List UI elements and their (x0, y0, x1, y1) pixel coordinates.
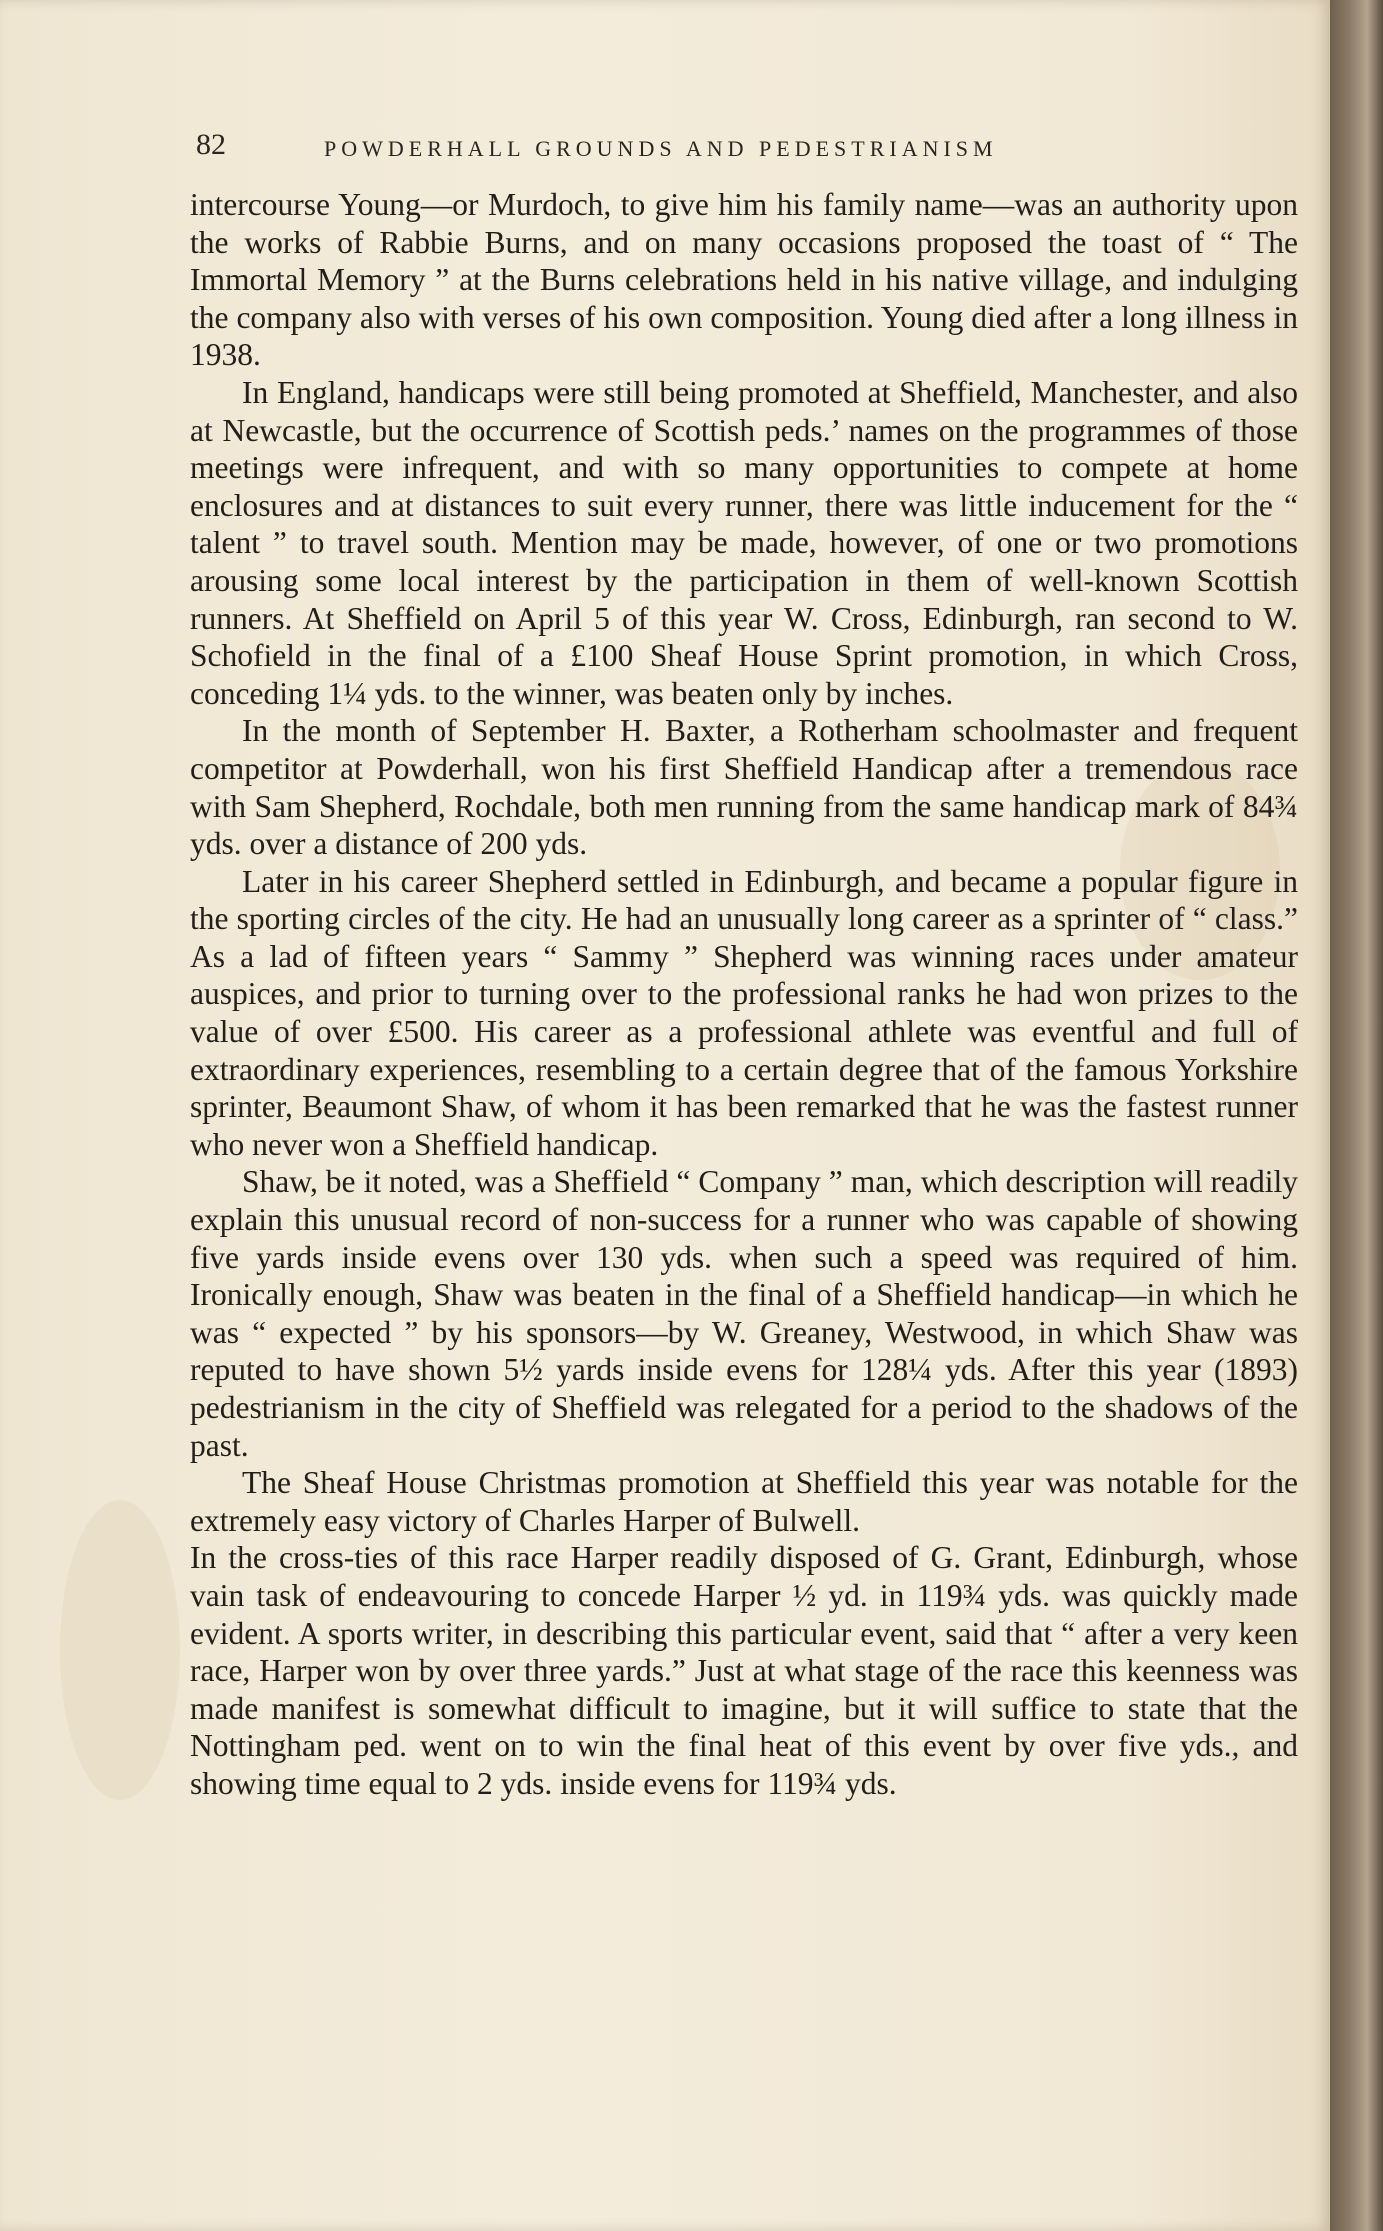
page-edge (1330, 0, 1383, 2231)
page-number: 82 (196, 128, 226, 161)
paragraph: The Sheaf House Christmas promotion at Sheffield this year was notable for the extremely easy victory of Charles Harper of Bulwell. (190, 1465, 1298, 1538)
paragraph: Later in his career Shepherd settled in Edinburgh, and became a popular figure in the sporting circles of the city. He had an unusually long career as a sprinter of “ class.” As a lad of fifteen years “ Sammy ” Shepherd was winning races under amateur auspices, and prior to turning over to the professional ranks he had won prizes to the value of over £500. His career as a professional athlete was eventful and full of extraordinary experiences, resembling to a certain degree that of the famous Yorkshire sprinter, Beaumont Shaw, of whom it has been remarked that he was the fastest runner who never won a Sheffield handicap. (190, 863, 1298, 1162)
paragraph: In the cross-ties of this race Harper readily disposed of G. Grant, Edinburgh, whose vain task of endeavouring to concede Harper ½ yd. in 119¾ yds. was quickly made evident. A sports writer, in describing this particular event, said that “ after a very keen race, Harper won by over three yards.” Just at what stage of the race this keenness was made manifest is somewhat difficult to imagine, but it will suffice to state that the Nottingham ped. went on to win the final heat of this event by over five yds., and showing time equal to 2 yds. inside evens for 119¾ yds. (190, 1540, 1298, 1801)
paper-stain (60, 1500, 180, 1800)
paragraph: intercourse Young—or Murdoch, to give him his family name—was an authority upon the works of Rabbie Burns, and on many occasions proposed the toast of “ The Immortal Memory ” at the Burns celebrations held in his native village, and indulging the company also with verses of his own composition. Young died after a long illness in 1938. (190, 187, 1298, 373)
body-text (190, 186, 1298, 1803)
running-head (196, 128, 1296, 168)
paragraph: Shaw, be it noted, was a Sheffield “ Company ” man, which description will readily explain this unusual record of non-success for a runner who was capable of showing five yards inside evens over 130 yds. when such a speed was required of him. Ironically enough, Shaw was beaten in the final of a Sheffield handicap—in which he was “ expected ” by his sponsors—by W. Greaney, Westwood, in which Shaw was reputed to have shown 5½ yards inside evens for 128¼ yds. After this year (1893) pedestrianism in the city of Sheffield was relegated for a period to the shadows of the past. (190, 1164, 1298, 1463)
paragraph: In the month of September H. Baxter, a Rotherham schoolmaster and frequent competitor at Powderhall, won his first Sheffield Handicap after a tremendous race with Sam Shepherd, Rochdale, both men running from the same handicap mark of 84¾ yds. over a distance of 200 yds. (190, 713, 1298, 862)
paragraph: In England, handicaps were still being promoted at Sheffield, Manchester, and also at Newcastle, but the occurrence of Scottish peds.’ names on the programmes of those meetings were infrequent, and with so many opportunities to compete at home enclosures and at distances to suit every runner, there was little inducement for the “ talent ” to travel south. Mention may be made, however, of one or two promotions arousing some local interest by the participation in them of well-known Scottish runners. At Sheffield on April 5 of this year W. Cross, Edinburgh, ran second to W. Schofield in the final of a £100 Sheaf House Sprint promotion, in which Cross, conceding 1¼ yds. to the winner, was beaten only by inches. (190, 374, 1298, 711)
running-title: POWDERHALL GROUNDS AND PEDESTRIANISM (324, 136, 998, 161)
